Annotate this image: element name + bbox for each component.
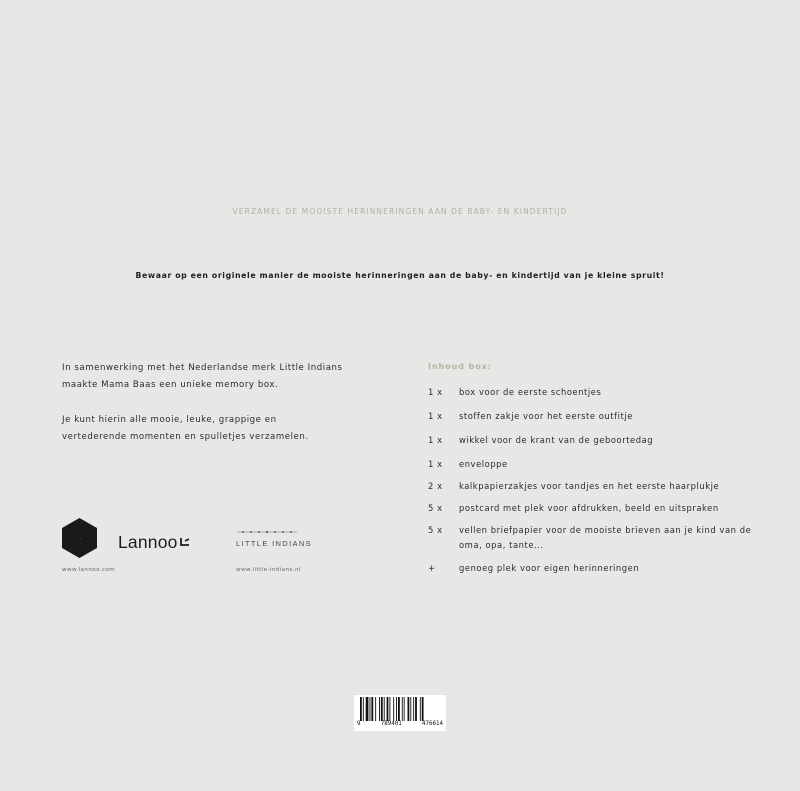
- intro-text: [62, 360, 392, 464]
- item-description: stoffen zakje voor het eerste outfitje: [459, 411, 633, 421]
- item-description: box voor de eerste schoentjes: [459, 387, 602, 397]
- barcode-lead-digit: 9: [357, 721, 361, 727]
- item-description: postcard met plek voor afdrukken, beeld en uitspraken: [459, 503, 719, 513]
- list-item: [428, 433, 768, 448]
- box-contents-list: [428, 385, 768, 576]
- lannoo-mark-icon: [179, 537, 191, 549]
- item-quantity: 1 x: [428, 435, 443, 445]
- list-item: [428, 523, 768, 553]
- list-item: [428, 385, 768, 400]
- intro-paragraph-1: [62, 360, 392, 394]
- barcode-group-2: 476614: [422, 721, 443, 727]
- item-description: enveloppe: [459, 459, 508, 469]
- barcode-group-1: 789401: [380, 721, 402, 727]
- lannoo-url: www.lannoo.com: [62, 567, 116, 573]
- item-quantity: 1 x: [428, 387, 443, 397]
- barcode-bars-icon: [360, 697, 440, 723]
- list-item: [428, 501, 768, 516]
- item-description: vellen briefpapier voor de mooiste brieven aan je kind van de oma, opa, tante...: [459, 525, 752, 550]
- barcode-digits: [357, 721, 443, 727]
- item-quantity: 2 x: [428, 481, 443, 491]
- lannoo-logo: [118, 532, 191, 553]
- lannoo-wordmark: Lannoo: [118, 532, 178, 552]
- list-item: [428, 561, 768, 576]
- publisher-hexagon-logo-icon: [61, 517, 98, 559]
- intro-line-2: maakte Mama Baas een unieke memory box.: [62, 380, 279, 390]
- list-item: [428, 479, 768, 494]
- item-quantity: +: [428, 563, 436, 573]
- little-indians-wordmark: LITTLE INDIANS: [236, 539, 313, 548]
- intro-line-1: In samenwerking met het Nederlandse merk Little Indians: [62, 363, 343, 373]
- list-item: [428, 409, 768, 424]
- box-contents-title: Inhoud box:: [428, 361, 492, 371]
- item-description: kalkpapierzakjes voor tandjes en het eerste haarplukje: [459, 481, 720, 491]
- svg-text:· ·: · ·: [77, 536, 82, 541]
- lead-text: Bewaar op een originele manier de mooiste herinneringen aan de baby- en kindertijd van je kleine spruit!: [135, 271, 665, 280]
- list-item: [428, 457, 768, 472]
- intro-paragraph-2: [62, 412, 392, 446]
- isbn-barcode: [354, 695, 446, 731]
- little-indians-url: www.little-indians.nl: [236, 567, 301, 573]
- item-description: genoeg plek voor eigen herinneringen: [459, 563, 640, 573]
- intro-line-4: vertederende momenten en spulletjes verzamelen.: [62, 432, 309, 442]
- intro-line-3: Je kunt hierin alle mooie, leuke, grappige en: [62, 415, 277, 425]
- tagline: VERZAMEL DE MOOISTE HERINNERINGEN AAN DE BABY- EN KINDERTIJD: [232, 207, 568, 216]
- item-quantity: 1 x: [428, 459, 443, 469]
- item-description: wikkel voor de krant van de geboortedag: [459, 435, 654, 445]
- item-quantity: 1 x: [428, 411, 443, 421]
- item-quantity: 5 x: [428, 525, 443, 535]
- item-quantity: 5 x: [428, 503, 443, 513]
